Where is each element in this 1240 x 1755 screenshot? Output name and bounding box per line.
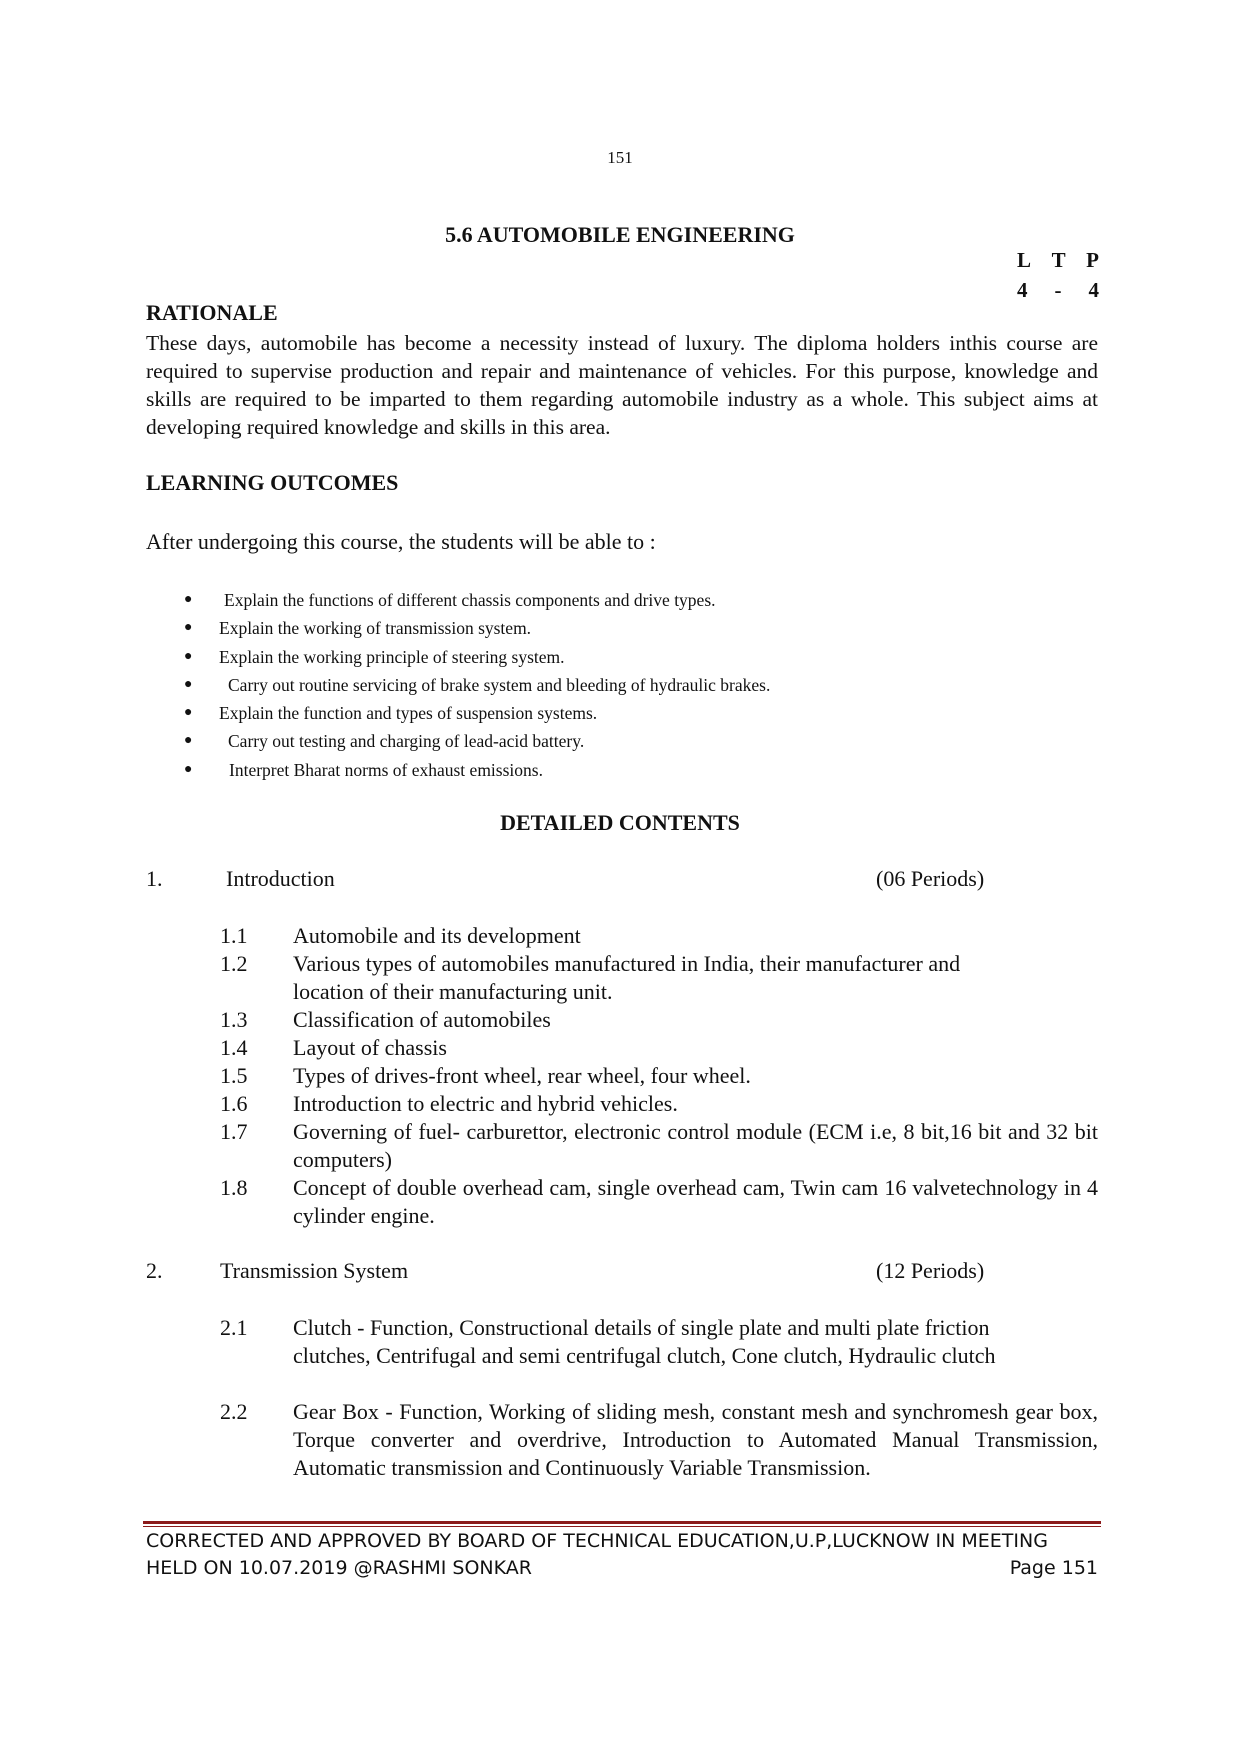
ltp-t-value: -: [1054, 278, 1062, 302]
item-text: Concept of double overhead cam, single overhead cam, Twin cam 16 valvetechnology in 4 cylinder engine.: [293, 1175, 1098, 1228]
footer-approval-line: CORRECTED AND APPROVED BY BOARD OF TECHNICAL EDUCATION,U.P,LUCKNOW IN MEETING: [146, 1530, 1048, 1552]
outcome-text: Interpret Bharat norms of exhaust emissions.: [229, 759, 543, 780]
outcome-text: Explain the working principle of steering system.: [219, 646, 565, 667]
item-text: Governing of fuel- carburettor, electronic control module (ECM i.e, 8 bit,16 bit and 32 bit computers): [293, 1119, 1098, 1172]
section-2-periods: (12 Periods): [876, 1258, 985, 1283]
learning-outcomes-heading: LEARNING OUTCOMES: [146, 470, 399, 495]
item-number: 1.3: [220, 1007, 248, 1032]
rationale-text: These days, automobile has become a necessity instead of luxury. The diploma holders inthis course are required to supervise production and repair and maintenance of vehicles. For this purpose, knowledge and skills are required to be imparted to them regarding automobile industry as a whole. This subject aims at developing required knowledge and skills in this area.: [146, 331, 1098, 439]
ltp-t-label: T: [1051, 248, 1066, 272]
ltp-p-value: 4: [1088, 278, 1099, 302]
item-number: 1.6: [220, 1091, 248, 1116]
item-number: 1.7: [220, 1119, 248, 1144]
course-title: 5.6 AUTOMOBILE ENGINEERING: [445, 222, 795, 247]
section-1-number: 1.: [146, 866, 163, 891]
bullet-icon: ●: [184, 761, 193, 777]
section-1-title: Introduction: [226, 866, 335, 891]
bullet-icon: ●: [184, 733, 193, 749]
item-text: Various types of automobiles manufactured in India, their manufacturer and location of their manufacturing unit.: [293, 951, 961, 1004]
item-text: Types of drives-front wheel, rear wheel, four wheel.: [293, 1063, 751, 1088]
item-text: Layout of chassis: [293, 1035, 447, 1060]
item-number: 1.2: [220, 951, 248, 976]
learning-outcomes-intro: After undergoing this course, the students will be able to :: [146, 529, 656, 554]
item-text: Clutch - Function, Constructional details of single plate and multi plate friction clutches, Centrifugal and semi centrifugal clutch, Cone clutch, Hydraulic clutch: [293, 1315, 996, 1368]
ltp-p-label: P: [1086, 248, 1099, 272]
ltp-l-value: 4: [1017, 278, 1028, 302]
item-number: 1.5: [220, 1063, 248, 1088]
section-2-title: Transmission System: [220, 1258, 409, 1283]
bullet-icon: ●: [184, 648, 193, 664]
item-text: Automobile and its development: [293, 923, 581, 948]
section-2-number: 2.: [146, 1258, 163, 1283]
footer-rule-thick: [143, 1521, 1101, 1524]
footer-second-line: [146, 1557, 1098, 1579]
item-text: Gear Box - Function, Working of sliding mesh, constant mesh and synchromesh gear box, Torque converter and overdrive, Introduction to Automated Manual Transmission, Automatic transmission and Continuously Variable Transmission.: [293, 1399, 1098, 1480]
ltp-l-label: L: [1017, 248, 1032, 272]
bullet-icon: ●: [184, 620, 193, 636]
item-number: 2.1: [220, 1315, 248, 1340]
page-number: 151: [607, 148, 633, 167]
outcome-text: Explain the working of transmission system.: [219, 618, 532, 639]
item-number: 1.4: [220, 1035, 248, 1060]
footer-meeting-info: HELD ON 10.07.2019 @RASHMI SONKAR: [146, 1557, 532, 1579]
item-number: 1.8: [220, 1175, 248, 1200]
ltp-header: [1017, 248, 1099, 273]
footer-page-number: Page 151: [1009, 1557, 1098, 1579]
bullet-icon: ●: [184, 705, 193, 721]
item-number: 2.2: [220, 1399, 248, 1424]
item-text: Classification of automobiles: [293, 1007, 551, 1032]
bullet-icon: ●: [184, 676, 193, 692]
item-number: 1.1: [220, 923, 248, 948]
outcome-text: Carry out testing and charging of lead-acid battery.: [228, 731, 585, 752]
outcome-text: Explain the function and types of suspension systems.: [219, 703, 598, 724]
section-1-periods: (06 Periods): [876, 866, 985, 891]
detailed-contents-heading: DETAILED CONTENTS: [500, 810, 740, 835]
outcome-text: Carry out routine servicing of brake system and bleeding of hydraulic brakes.: [228, 674, 771, 695]
outcome-text: Explain the functions of different chassis components and drive types.: [224, 590, 716, 610]
footer-rule-thin: [143, 1526, 1101, 1527]
bullet-icon: ●: [184, 592, 193, 607]
item-text: Introduction to electric and hybrid vehicles.: [293, 1091, 678, 1116]
ltp-values: [1017, 278, 1099, 303]
rationale-heading: RATIONALE: [146, 300, 278, 325]
